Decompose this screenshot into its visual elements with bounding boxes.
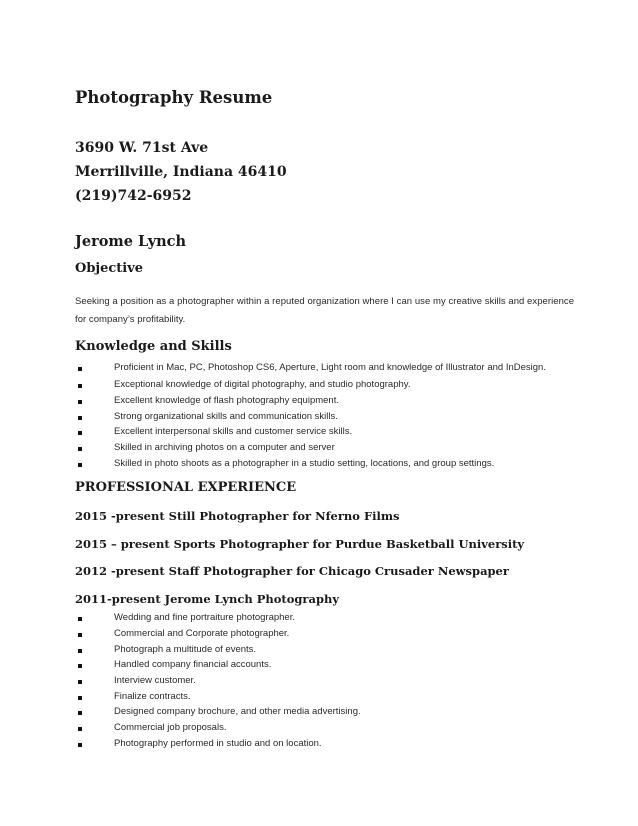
bullet-icon xyxy=(78,711,82,715)
bullet-icon xyxy=(78,680,82,684)
duty-item: Finalize contracts. xyxy=(114,691,191,702)
objective-text-line-1: Seeking a position as a photographer within a reputed organization where I can use my creative skills and experience xyxy=(75,296,575,307)
bullet-icon xyxy=(78,431,82,435)
job-entry: 2012 -present Staff Photographer for Chicago Crusader Newspaper xyxy=(75,564,509,578)
duty-item: Commercial job proposals. xyxy=(114,722,227,733)
phone-number: (219)742-6952 xyxy=(75,188,192,204)
bullet-icon xyxy=(78,416,82,420)
skill-item: Skilled in archiving photos on a computer and server xyxy=(114,442,335,453)
bullet-icon xyxy=(78,367,82,371)
skill-item: Excellent interpersonal skills and customer service skills. xyxy=(114,426,353,437)
bullet-icon xyxy=(78,384,82,388)
bullet-icon xyxy=(78,743,82,747)
address-line-1: 3690 W. 71st Ave xyxy=(75,140,209,156)
bullet-icon xyxy=(78,463,82,467)
duty-item: Interview customer. xyxy=(114,675,196,686)
bullet-icon xyxy=(78,664,82,668)
job-entry: 2015 -present Still Photographer for Nferno Films xyxy=(75,509,400,523)
job-entry: 2015 – present Sports Photographer for Purdue Basketball University xyxy=(75,537,525,551)
duty-item: Designed company brochure, and other media advertising. xyxy=(114,706,361,717)
skill-item: Excellent knowledge of flash photography equipment. xyxy=(114,395,339,406)
bullet-icon xyxy=(78,447,82,451)
duty-item: Photograph a multitude of events. xyxy=(114,644,257,655)
duty-item: Wedding and fine portraiture photographer. xyxy=(114,612,295,623)
candidate-name: Jerome Lynch xyxy=(75,233,187,250)
experience-heading: PROFESSIONAL EXPERIENCE xyxy=(75,480,297,495)
address-line-2: Merrillville, Indiana 46410 xyxy=(75,164,287,180)
skill-item: Exceptional knowledge of digital photography, and studio photography. xyxy=(114,379,411,390)
duty-item: Commercial and Corporate photographer. xyxy=(114,628,290,639)
skill-item: Skilled in photo shoots as a photographer in a studio setting, locations, and group settings. xyxy=(114,458,495,469)
skill-item: Proficient in Mac, PC, Photoshop CS6, Aperture, Light room and knowledge of Illustrator and InDesign. xyxy=(114,362,546,373)
bullet-icon xyxy=(78,633,82,637)
objective-heading: Objective xyxy=(75,261,144,276)
bullet-icon xyxy=(78,696,82,700)
bullet-icon xyxy=(78,400,82,404)
page-title: Photography Resume xyxy=(75,88,273,107)
bullet-icon xyxy=(78,617,82,621)
bullet-icon xyxy=(78,649,82,653)
duty-item: Handled company financial accounts. xyxy=(114,659,272,670)
job-entry: 2011-present Jerome Lynch Photography xyxy=(75,592,340,606)
skill-item: Strong organizational skills and communication skills. xyxy=(114,411,338,422)
bullet-icon xyxy=(78,727,82,731)
duty-item: Photography performed in studio and on location. xyxy=(114,738,322,749)
skills-heading: Knowledge and Skills xyxy=(75,339,232,354)
objective-text-line-2: for company’s profitability. xyxy=(75,314,186,325)
